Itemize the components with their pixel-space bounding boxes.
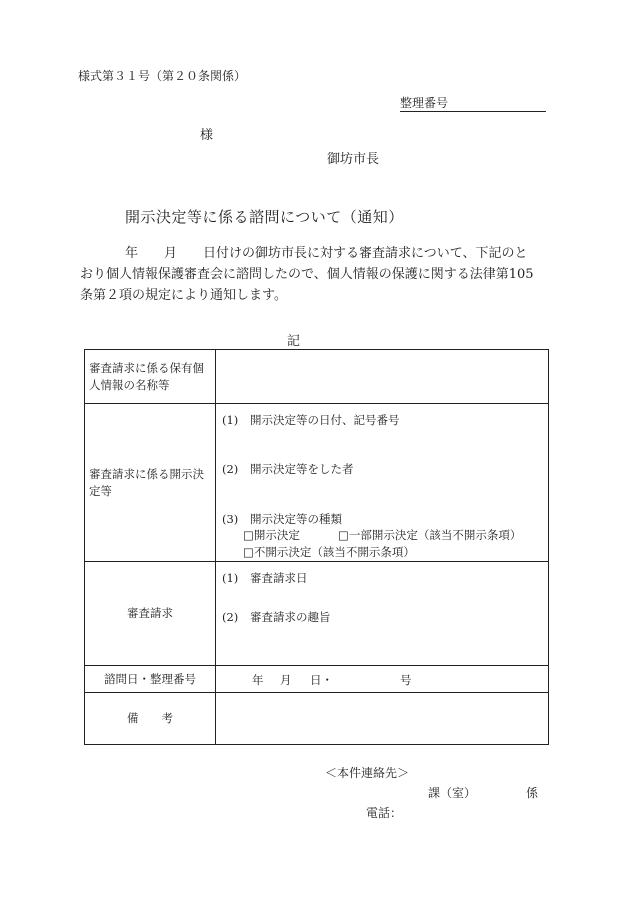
contact-dept-label: 課（室）	[428, 786, 477, 800]
decision-item-2: (2) 開示決定等をした者	[222, 462, 354, 476]
reference-number-label: 整理番号	[400, 96, 449, 110]
contact-heading: ＜本件連絡先＞	[325, 766, 410, 780]
decision-item-1: (1) 開示決定等の日付、記号番号	[222, 413, 400, 427]
decision-item-3: (3) 開示決定等の種類	[222, 512, 342, 526]
inquiry-month: 月	[280, 673, 292, 687]
table-row	[85, 404, 549, 562]
inquiry-year: 年	[252, 673, 264, 687]
row-value-review-request	[216, 562, 549, 666]
body-line-1-text: 日付けの御坊市長に対する審査請求について、下記のと	[203, 246, 528, 261]
body-year: 年	[125, 246, 139, 261]
ki-heading: 記	[287, 334, 301, 349]
inquiry-day: 日・	[310, 673, 333, 687]
body-month: 月	[164, 246, 178, 261]
contact-department	[428, 784, 538, 801]
row-value-remarks	[216, 693, 549, 745]
table-row	[85, 350, 549, 404]
table-row	[85, 562, 549, 666]
body-line-1	[80, 243, 552, 264]
review-item-1: (1) 審査請求日	[222, 571, 308, 585]
addressee: 様	[200, 128, 214, 143]
detail-table	[84, 349, 549, 745]
contact-section-label: 係	[526, 786, 539, 800]
row-value-disclosure-decision	[216, 404, 549, 562]
inquiry-number-suffix: 号	[400, 673, 412, 687]
review-item-2: (2) 審査請求の趣旨	[222, 610, 331, 624]
row-label-disclosure-decision: 審査請求に係る開示決定等	[85, 404, 216, 562]
checkbox-disclose[interactable]: □開示決定	[243, 528, 300, 542]
body-line-2: おり個人情報保護審査会に諮問したので、個人情報の保護に関する法律第105	[80, 267, 534, 282]
checkbox-partial-disclose[interactable]: □一部開示決定（該当不開示条項）	[338, 528, 522, 542]
table-row	[85, 693, 549, 745]
row-value-inquiry-date	[216, 666, 549, 693]
row-label-info-name: 審査請求に係る保有個人情報の名称等	[85, 350, 216, 404]
table-row	[85, 666, 549, 693]
row-label-review-request: 審査請求	[85, 562, 216, 666]
sender: 御坊市長	[327, 152, 380, 167]
row-value-info-name	[216, 350, 549, 404]
row-label-inquiry-date: 諮問日・整理番号	[85, 666, 216, 693]
document-title: 開示決定等に係る諮問について（通知）	[125, 208, 404, 226]
reference-number-field	[400, 94, 546, 112]
contact-telephone: 電話：	[366, 806, 403, 820]
row-label-remarks: 備 考	[85, 693, 216, 745]
form-number: 様式第３１号（第２０条関係）	[78, 69, 247, 83]
body-line-3: 条第２項の規定により通知します。	[80, 288, 287, 303]
checkbox-non-disclose[interactable]: □不開示決定（該当不開示条項）	[243, 545, 415, 559]
body-text	[80, 243, 552, 306]
